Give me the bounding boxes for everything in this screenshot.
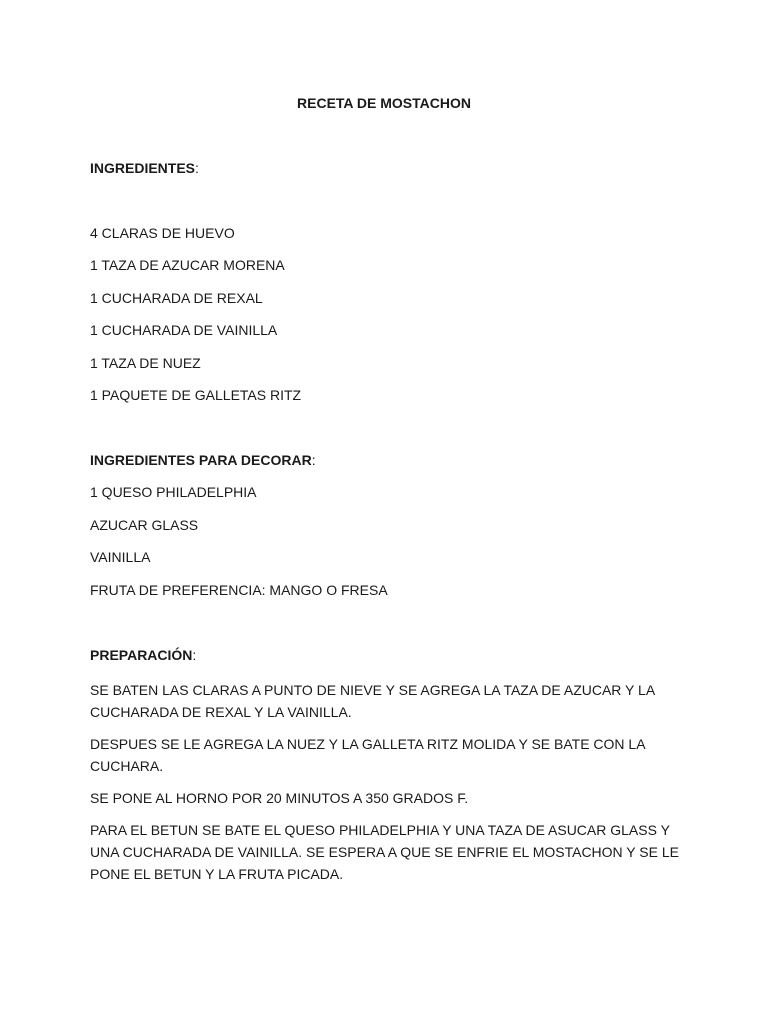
preparation-paragraph: SE PONE AL HORNO POR 20 MINUTOS A 350 GRADOS F. xyxy=(90,790,469,806)
decoration-heading-text: INGREDIENTES PARA DECORAR xyxy=(90,452,312,468)
decoration-list xyxy=(90,484,388,614)
preparation-heading-text: PREPARACIÓN xyxy=(90,647,193,663)
decoration-item: 1 QUESO PHILADELPHIA xyxy=(90,484,257,500)
preparation-steps xyxy=(90,679,690,895)
ingredient-item: 1 PAQUETE DE GALLETAS RITZ xyxy=(90,386,302,403)
decoration-item: VAINILLA xyxy=(90,549,151,566)
preparation-heading: PREPARACIÓN: xyxy=(90,647,197,663)
ingredient-item: 1 TAZA DE NUEZ xyxy=(90,354,201,371)
preparation-paragraph: SE BATEN LAS CLARAS A PUNTO DE NIEVE Y SE AGREGA LA TAZA DE AZUCAR Y LA CUCHARADA DE REXAL Y LA VAINILLA. xyxy=(90,682,655,720)
ingredients-heading-text: INGREDIENTES xyxy=(90,160,196,176)
ingredient-item: 1 CUCHARADA DE VAINILLA xyxy=(90,322,278,339)
decoration-heading: INGREDIENTES PARA DECORAR: xyxy=(90,452,316,468)
preparation-paragraph: DESPUES SE LE AGREGA LA NUEZ Y LA GALLETA RITZ MOLIDA Y SE BATE CON LA CUCHARA. xyxy=(90,736,645,774)
ingredient-item: 1 CUCHARADA DE REXAL xyxy=(90,289,263,306)
ingredients-list xyxy=(90,225,301,419)
preparation-paragraph: PARA EL BETUN SE BATE EL QUESO PHILADELPHIA Y UNA TAZA DE ASUCAR GLASS Y UNA CUCHARADA DE VAINILLA. SE ESPERA A QUE SE ENFRIE EL MOSTACHON Y SE LE PONE EL BETUN Y LA FRUTA PICADA. xyxy=(90,822,679,882)
ingredients-heading: INGREDIENTES: xyxy=(90,160,199,176)
ingredient-item: 1 TAZA DE AZUCAR MORENA xyxy=(90,257,285,274)
decoration-item: AZUCAR GLASS xyxy=(90,516,199,533)
document-title: RECETA DE MOSTACHON xyxy=(297,95,471,111)
decoration-item: FRUTA DE PREFERENCIA: MANGO O FRESA xyxy=(90,581,388,598)
ingredient-item: 4 CLARAS DE HUEVO xyxy=(90,225,235,241)
